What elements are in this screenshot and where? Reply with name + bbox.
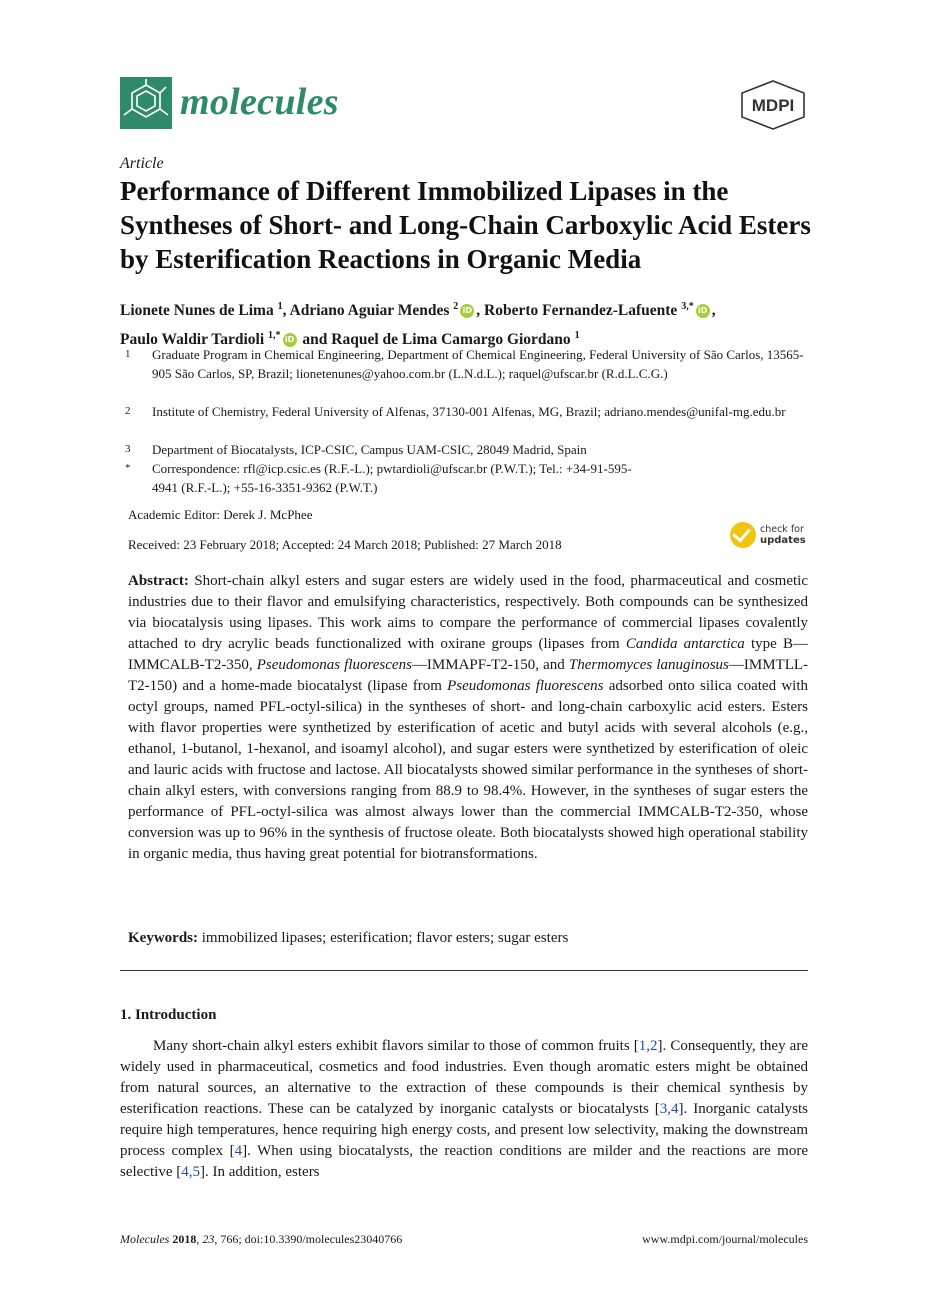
affiliation-text: Institute of Chemistry, Federal University of Alfenas, 37130-001 Alfenas, MG, Brazil; adriano.mendes@unifal-mg.edu.br — [152, 404, 786, 419]
abstract-label: Abstract: — [128, 573, 189, 589]
keywords — [128, 928, 808, 949]
abstract-text: adsorbed onto silica coated with octyl groups, named PFL-octyl-silica) in the syntheses of short- and long-chain carboxylic acid esters. Esters with flavor properties were synthetized by esterification of acetic and butyl acids with several alcohols (e.g., ethanol, 1-butanol, 1-hexanol, and isoamyl alcohol), and sugar esters were synthetized by esterification of oleic and lauric acids with fructose and lactose. All biocatalysts showed similar performance in the syntheses of short-chain alkyl esters, with conversions ranging from 88.9 to 98.4%. However, in the syntheses of sugar esters the performance of PFL-octyl-silica was almost always lower than the commercial IMMCALB-T2-350, whose conversion was up to 96% in the synthesis of fructose oleate. Both biocatalysts showed high operational stability in organic media, thus having great potential for biotransformations. — [128, 678, 809, 862]
author-name: Raquel de Lima Camargo Giordano — [331, 331, 571, 348]
author-affiliation-mark: 1 — [277, 301, 283, 312]
affiliation-number: 3 — [125, 443, 131, 455]
abstract-text: —IMMTLL-T2-150) and a home-made biocatalyst (lipase from — [128, 657, 809, 694]
journal-logo-icon — [120, 77, 172, 129]
orcid-icon[interactable]: iD — [460, 304, 474, 318]
article-title: Performance of Different Immobilized Lipases in the Syntheses of Short- and Long-Chain Carboxylic Acid Esters by Esterification Reactions in Organic Media — [120, 176, 811, 274]
check-icon — [730, 522, 756, 548]
citation-link[interactable]: 4 — [234, 1143, 243, 1159]
author-affiliation-mark: 2 — [453, 301, 459, 312]
affiliation-text: Department of Biocatalysts, ICP-CSIC, Campus UAM-CSIC, 28049 Madrid, Spain — [152, 442, 587, 457]
abstract-text: Short-chain alkyl esters and sugar esters are widely used in the food, pharmaceutical and cosmetic industries due to their flavor and emulsifying characteristics, respectively. Both compounds can be synthesized via biocatalysis using lipases. This work aims to compare the performance of commercial lipases covalently attached to dry acrylic beads functionalized with oxirane groups (lipases from — [128, 573, 808, 652]
author-affiliation-mark: 1 — [574, 330, 580, 341]
correspondence-text: Correspondence: rfl@icp.csic.es (R.F.-L.); pwtardioli@ufscar.br (P.W.T.); Tel.: +34-91-595-4941 (R.F.-L.); +55-16-3351-9362 (P.W.T.) — [152, 461, 632, 495]
abstract-text: —IMMAPF-T2-150, and — [411, 657, 569, 673]
body-text: ]. In addition, esters — [199, 1164, 320, 1180]
author-affiliation-mark: 1,* — [268, 330, 281, 341]
abstract — [128, 571, 808, 865]
academic-editor: Academic Editor: Derek J. McPhee — [128, 507, 313, 522]
affiliation-number: 2 — [125, 405, 131, 417]
footer-volume: 23 — [202, 1232, 215, 1246]
publisher-name: MDPI — [751, 96, 795, 115]
author-name: Adriano Aguiar Mendes — [289, 302, 450, 319]
keywords-label: Keywords: — [128, 930, 198, 946]
species-name: Candida antarctica — [625, 636, 745, 652]
footer-year: 2018 — [172, 1232, 197, 1246]
mdpi-logo — [740, 80, 806, 130]
publication-dates: Received: 23 February 2018; Accepted: 24 March 2018; Published: 27 March 2018 — [128, 537, 562, 552]
author-name: Paulo Waldir Tardioli — [120, 331, 265, 348]
footer-url[interactable]: www.mdpi.com/journal/molecules — [642, 1232, 808, 1246]
body-text: ]. Consequently, they are widely used in pharmaceutical, cosmetics and food industries. Even though aromatic esters might be obtained from natural sources, an alternative to the extraction of these compounds is their chemical synthesis by esterification reactions. These can be catalyzed by inorganic catalysts or biocatalysts [ — [120, 1038, 808, 1117]
footer-doi: , 766; doi:10.3390/molecules23040766 — [214, 1232, 403, 1246]
author-list: Lionete Nunes de Lima $^1$, Adriano Aguiar Mendes $^2$ iD , Roberto Fernandez-Lafuente $^{3,*}$ iD , Paulo Waldir Tardioli $^{1,*}$ iD and Raquel de Lima Camargo Giordano $^1$ — [120, 301, 716, 348]
citation-link[interactable]: 3,4 — [659, 1101, 679, 1117]
affiliation-text: Graduate Program in Chemical Engineering, Department of Chemical Engineering, Federal University of São Carlos, 13565-905 São Carlos, SP, Brazil; lionetenunes@yahoo.com.br (L.N.d.L.); raquel@ufscar.br (R.d.L.C.G.) — [152, 347, 804, 381]
affiliation-number: * — [125, 462, 131, 474]
affiliation-list — [0, 345, 925, 495]
orcid-icon[interactable]: iD — [696, 304, 710, 318]
author-affiliation-mark: 3,* — [681, 301, 694, 312]
article-type: Article — [120, 155, 164, 172]
orcid-icon[interactable]: iD — [283, 333, 297, 347]
species-name: Pseudomonas fluorescens — [447, 678, 604, 694]
check-for-label: check for — [760, 524, 804, 535]
citation-link[interactable]: 4,5 — [181, 1164, 200, 1180]
check-for-updates-button[interactable] — [730, 522, 810, 552]
body-text: Many short-chain alkyl esters exhibit flavors similar to those of common fruits [ — [153, 1038, 639, 1054]
keywords-text: immobilized lipases; esterification; flavor esters; sugar esters — [198, 930, 569, 946]
journal-name: molecules — [180, 81, 339, 123]
body-text: ]. Inorganic catalysts require high temperatures, hence requiring high energy costs, and present low selectivity, making the downstream process complex [ — [120, 1101, 808, 1159]
species-name: Pseudomonas fluorescens — [256, 657, 412, 673]
footer-journal: Molecules — [120, 1232, 170, 1246]
section-divider — [120, 970, 808, 971]
body-text: ]. When using biocatalysts, the reaction conditions are milder and the reactions are more selective [ — [120, 1143, 808, 1180]
affiliation-number: 1 — [125, 348, 131, 360]
introduction-paragraph — [120, 1036, 808, 1183]
updates-label: updates — [760, 535, 806, 546]
footer-citation: Molecules 2018, 23, 766; doi:10.3390/molecules23040766 — [120, 1232, 403, 1246]
author-name: Roberto Fernandez-Lafuente — [484, 302, 678, 319]
author-name: Lionete Nunes de Lima — [120, 302, 274, 319]
abstract-text: type B—IMMCALB-T2-350, — [128, 636, 808, 673]
species-name: Thermomyces lanuginosus — [568, 657, 729, 673]
section-heading: 1. Introduction — [120, 1007, 217, 1023]
citation-link[interactable]: 1,2 — [638, 1038, 658, 1054]
